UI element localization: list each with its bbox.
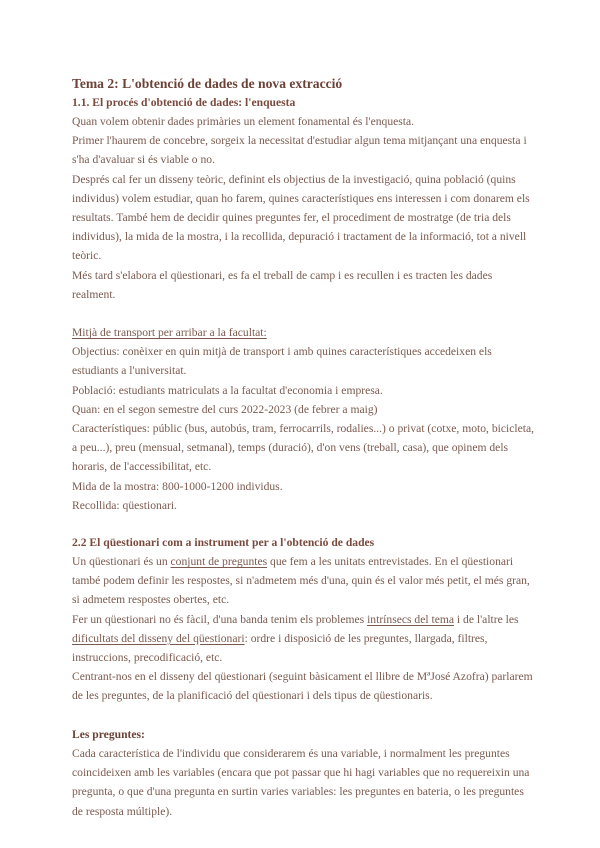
example-mida: Mida de la mostra: 800-1000-1200 individus. <box>72 479 283 493</box>
example-caracteristiques: Característiques: públic (bus, autobús, tram, ferrocarrils, rodalies...) o privat (cotxe, moto, bicicleta, a peu...), preu (mensual, setmanal), temps (duració), d'on vens (treball, casa), que opinem dels horaris, de l'accessibilitat, etc. <box>72 422 534 474</box>
underlined-term: dificultats del disseny del qüestionari <box>72 631 245 645</box>
section-heading-enquesta: 1.1. El procés d'obtenció de dades: l'enquesta <box>72 96 296 109</box>
text-run: que fem a les unitats entrevistades. En el qüestionari també podem definir les respostes, si n'admetem més d'una, quin és el valor més petit, el més gran, si admetem respostes obertes, etc. <box>72 555 530 607</box>
paragraph: Centrant-nos en el disseny del qüestionari (seguint bàsicament el llibre de MªJosé Azofra) parlarem de les preguntes, de la planificació del qüestionari i dels tipus de qüestionaris. <box>72 670 533 703</box>
example-quan: Quan: en el segon semestre del curs 2022-2023 (de febrer a maig) <box>72 402 378 416</box>
paragraph <box>72 552 534 610</box>
document-page <box>72 74 534 821</box>
document-title: Tema 2: L'obtenció de dades de nova extracció <box>72 76 343 91</box>
spacer <box>72 706 534 725</box>
paragraph: Primer l'haurem de concebre, sorgeix la necessitat d'estudiar algun tema mitjançant una enquesta i s'ha d'avaluar si és viable o no. <box>72 134 527 167</box>
section-heading-preguntes: Les preguntes: <box>72 727 145 741</box>
underlined-term: intrínsecs del tema <box>367 612 455 626</box>
example-poblacio: Població: estudiants matriculats a la facultat d'economia i empresa. <box>72 383 383 397</box>
example-recollida: Recollida: qüestionari. <box>72 498 177 512</box>
underlined-term: conjunt de preguntes <box>170 555 268 569</box>
paragraph: Més tard s'elabora el qüestionari, es fa el treball de camp i es recullen i es tracten les dades realment. <box>72 268 493 301</box>
spacer <box>72 515 534 534</box>
text-run: : ordre i disposició de les preguntes, llargada, filtres, instruccions, precodificació, etc. <box>72 631 488 665</box>
paragraph: Cada característica de l'individu que considerarem és una variable, i normalment les preguntes coincideixen amb les variables (encara que pot passar que hi hagi variables que no requereixin una pregunta, o que d'una pregunta en surtin varies variables: les preguntes en bateria, o les preguntes de resposta múltiple). <box>72 746 530 818</box>
example-heading: Mitjà de transport per arribar a la facultat: <box>72 326 267 340</box>
section-heading-questionari: 2.2 El qüestionari com a instrument per a l'obtenció de dades <box>72 536 375 550</box>
paragraph: Quan volem obtenir dades primàries un element fonamental és l'enquesta. <box>72 115 415 128</box>
paragraph <box>72 610 534 668</box>
example-objectius: Objectius: conèixer en quin mitjà de transport i amb quines característiques accedeixen els estudiants a l'universitat. <box>72 345 492 378</box>
text-run: Fer un qüestionari no és fàcil, d'una banda tenim els problemes <box>72 612 368 626</box>
spacer <box>72 304 534 323</box>
text-run: Un qüestionari és un <box>72 555 171 569</box>
text-run: i de l'altre les <box>454 612 519 626</box>
paragraph: Després cal fer un disseny teòric, definint els objectius de la investigació, quina població (quins individus) volem estudiar, quan ho farem, quines característiques ens interessen i com donarem els resultats. També hem de decidir quines preguntes fer, el procediment de mostratge (de tria dels individus), la mida de la mostra, i la recollida, depuració i tractament de la informació, tot a nivell teòric. <box>72 172 530 263</box>
